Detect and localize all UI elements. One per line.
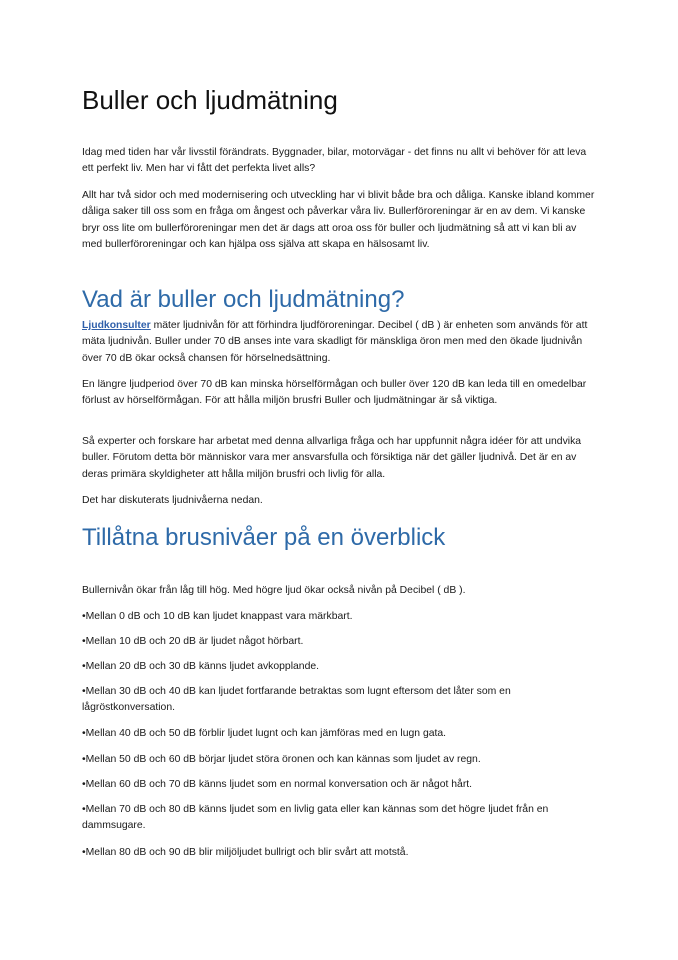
list-item: •Mellan 10 dB och 20 dB är ljudet något hörbart. bbox=[82, 636, 304, 647]
section1-paragraph-2: En längre ljudperiod över 70 dB kan minska hörselförmågan och buller över 120 dB kan leda till en omedelbar förlust av hörselförmågan. För att hålla miljön brusfri Buller och ljudmätningar är så viktiga. bbox=[82, 379, 587, 407]
list-item: •Mellan 30 dB och 40 dB kan ljudet fortfarande betraktas som lugnt eftersom det låter som en lågröstkonversation. bbox=[82, 686, 511, 714]
list-item: •Mellan 80 dB och 90 dB blir miljöljudet bullrigt och blir svårt att motstå. bbox=[82, 847, 409, 858]
section-heading-allowed-levels: Tillåtna brusnivåer på en överblick bbox=[82, 524, 446, 551]
section-heading-what-is-noise: Vad är buller och ljudmätning? bbox=[82, 286, 405, 313]
list-item: •Mellan 70 dB och 80 dB känns ljudet som en livlig gata eller kan kännas som det högre ljudet från en dammsugare. bbox=[82, 804, 549, 832]
list-item: •Mellan 50 dB och 60 dB börjar ljudet störa öronen och kan kännas som ljudet av regn. bbox=[82, 754, 481, 765]
document-title: Buller och ljudmätning bbox=[82, 85, 338, 115]
list-item: •Mellan 0 dB och 10 dB kan ljudet knappast vara märkbart. bbox=[82, 611, 353, 622]
section2-intro: Bullernivån ökar från låg till hög. Med högre ljud ökar också nivån på Decibel ( dB ). bbox=[82, 585, 466, 596]
ljudkonsulter-link[interactable]: Ljudkonsulter bbox=[82, 320, 151, 331]
list-item: •Mellan 40 dB och 50 dB förblir ljudet lugnt och kan jämföras med en lugn gata. bbox=[82, 728, 447, 739]
section1-paragraph-1-text: mäter ljudnivån för att förhindra ljudföroreningar. Decibel ( dB ) är enheten som används för att mäta ljudnivån. Buller under 70 dB anses inte vara skadligt för mänskliga öron men med den ökade ljudnivån över 70 dB ökar också chansen för hörselnedsättning. bbox=[82, 320, 588, 364]
section1-paragraph-1 bbox=[82, 318, 596, 367]
section1-paragraph-4: Det har diskuterats ljudnivåerna nedan. bbox=[82, 495, 263, 506]
list-item: •Mellan 20 dB och 30 dB känns ljudet avkopplande. bbox=[82, 661, 320, 672]
list-item: •Mellan 60 dB och 70 dB känns ljudet som en normal konversation och är något hårt. bbox=[82, 779, 473, 790]
intro-paragraph-2: Allt har två sidor och med modernisering och utveckling har vi blivit både bra och dåliga. Kanske ibland kommer dåliga saker till oss som en fråga om ångest och påverkar våra liv. Bullerföroreningar är en av dem. Vi kanske bryr oss lite om bullerföroreningar men det är dags att oroa oss för buller och ljudmätning så att vi kan bli av med bullerföroreningar och kan hjälpa oss själva att skapa en hälsosamt liv. bbox=[82, 190, 595, 251]
section1-paragraph-3: Så experter och forskare har arbetat med denna allvarliga fråga och har uppfunnit några idéer för att undvika buller. Förutom detta bör människor vara mer ansvarsfulla och försiktiga när det gäller ljudnivå. Det är en av deras primära skyldigheter att hålla miljön brusfri och livlig för alla. bbox=[82, 436, 582, 480]
intro-paragraph-1: Idag med tiden har vår livsstil förändrats. Byggnader, bilar, motorvägar - det finns nu allt vi behöver för att leva ett perfekt liv. Men har vi fått det perfekta livet alls? bbox=[82, 147, 587, 175]
